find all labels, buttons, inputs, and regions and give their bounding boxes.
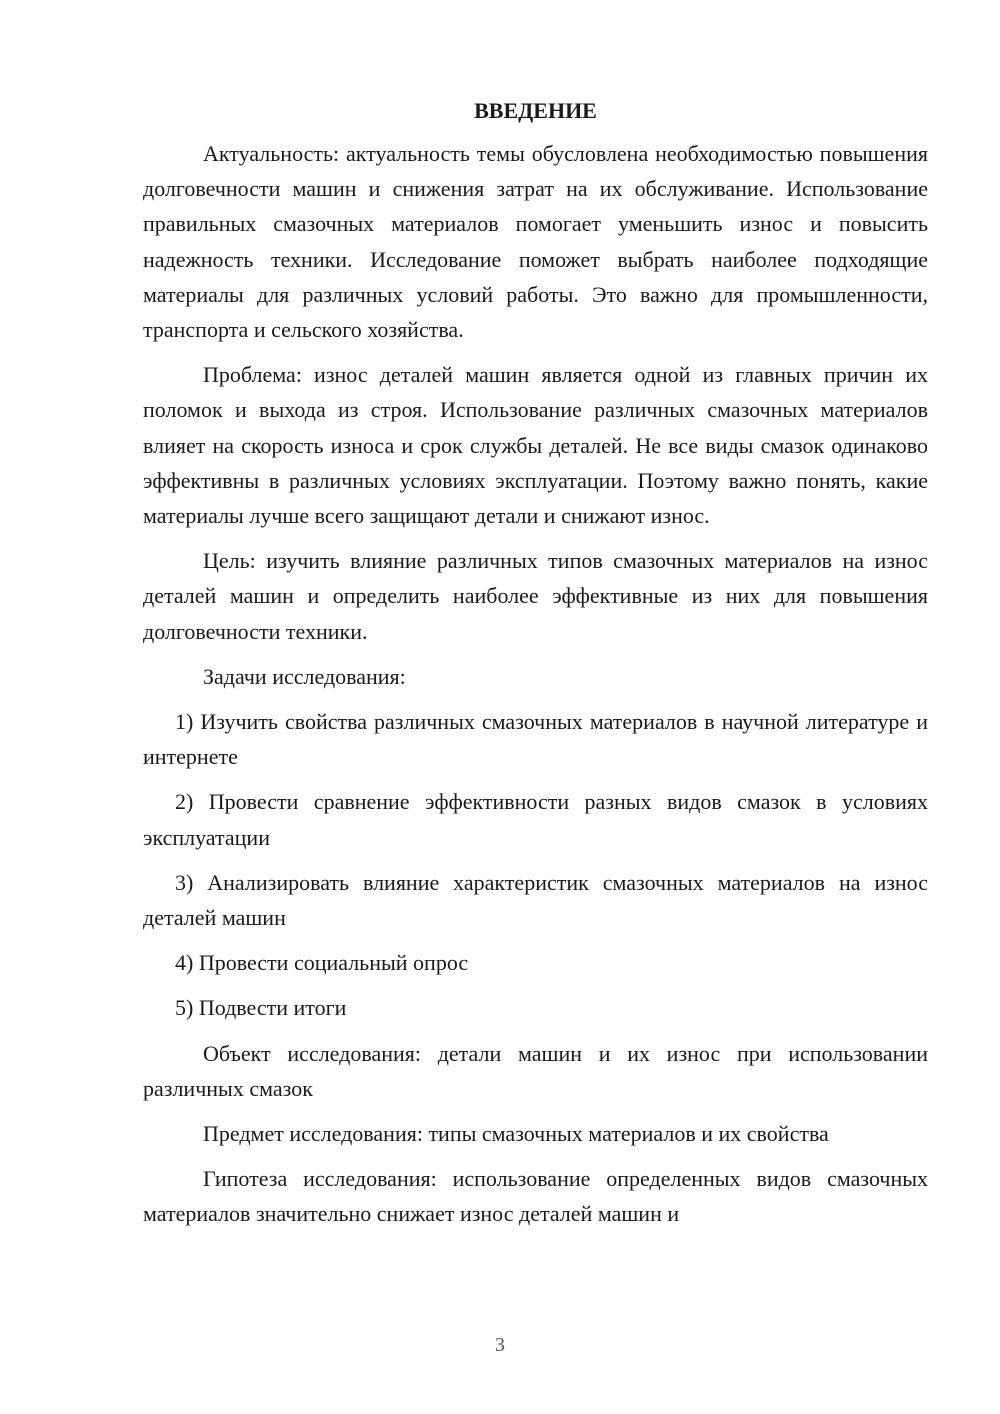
task-item-4: 4) Провести социальный опрос	[175, 950, 469, 976]
document-body	[143, 93, 928, 1232]
paragraph-problem: Проблема: износ деталей машин является одной из главных причин их поломок и выхода из строя. Использование различных смазочных материалов влияет на скорость износа и срок службы деталей. Не все виды смазок одинаково эффективны в различных условиях эксплуатации. Поэтому важно понять, какие материалы лучше всего защищают детали и снижают износ.	[143, 362, 928, 529]
page-number: 3	[495, 1334, 505, 1356]
task-item-2: 2) Провести сравнение эффективности разных видов смазок в условиях эксплуатации	[143, 789, 928, 850]
task-item-1: 1) Изучить свойства различных смазочных материалов в научной литературе и интернете	[143, 709, 928, 770]
task-item-3: 3) Анализировать влияние характеристик смазочных материалов на износ деталей машин	[143, 869, 928, 931]
paragraph-hypothesis: Гипотеза исследования: использование определенных видов смазочных материалов значительно снижает износ деталей машин и	[143, 1166, 928, 1227]
paragraph-object: Объект исследования: детали машин и их износ при использовании различных смазок	[143, 1040, 928, 1101]
paragraph-goal: Цель: изучить влияние различных типов смазочных материалов на износ деталей машин и определить наиболее эффективные из них для повышения долговечности техники.	[143, 548, 928, 644]
paragraph-tasks-heading: Задачи исследования:	[203, 663, 406, 689]
paragraph-subject: Предмет исследования: типы смазочных материалов и их свойства	[203, 1121, 829, 1147]
paragraph-relevance: Актуальность: актуальность темы обусловлена необходимостью повышения долговечности машин и снижения затрат на их обслуживание. Использование правильных смазочных материалов помогает уменьшить износ и повысить надежность техники. Исследование поможет выбрать наиболее подходящие материалы для различных условий работы. Это важно для промышленности, транспорта и сельского хозяйства.	[143, 141, 928, 343]
section-title: ВВЕДЕНИЕ	[474, 98, 597, 123]
task-item-5: 5) Подвести итоги	[175, 995, 347, 1021]
